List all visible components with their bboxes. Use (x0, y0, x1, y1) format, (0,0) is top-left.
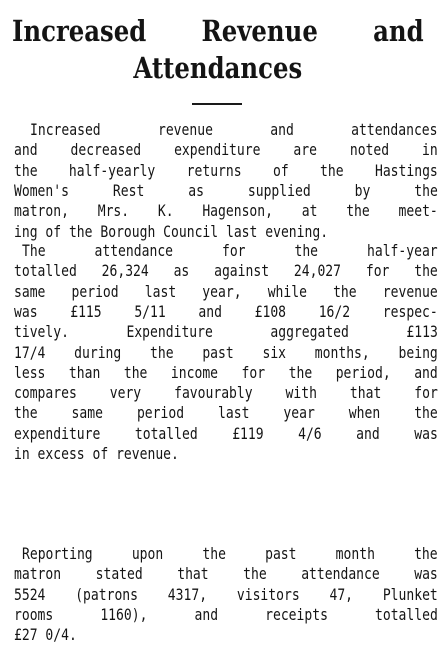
word: the (243, 564, 267, 584)
word: being (398, 342, 438, 362)
word: and (198, 301, 222, 321)
word: past (265, 544, 297, 563)
word: 17/4 (14, 342, 46, 362)
word: 4/6 (298, 423, 322, 443)
word: month (335, 544, 375, 563)
word: £113 (406, 322, 438, 342)
word: meet- (398, 201, 438, 221)
word: by (354, 180, 371, 200)
word: tively. (14, 322, 69, 342)
word: the (202, 544, 226, 563)
word: attendance (301, 564, 380, 584)
word: the (333, 281, 357, 301)
word: the (68, 221, 101, 241)
paragraph-2-line (14, 424, 438, 444)
word: aggregated (270, 322, 349, 342)
word: visitors (236, 584, 300, 604)
word: the (123, 362, 148, 382)
word: Mrs. (97, 201, 130, 221)
word: revenue. (116, 444, 179, 463)
word: for (414, 383, 438, 403)
paragraph-3-line (14, 625, 438, 645)
word: matron (14, 564, 62, 584)
paragraph-1-line (30, 120, 438, 140)
word: excess (37, 444, 93, 463)
word: Rest (112, 180, 145, 200)
paragraph-2-line (14, 403, 438, 423)
word: very (109, 383, 142, 403)
word: Borough (100, 221, 164, 241)
word: past (202, 342, 234, 362)
word: the (14, 160, 38, 180)
word: totalled (134, 423, 198, 443)
paragraph-2-line (14, 282, 438, 302)
word: and (356, 423, 380, 443)
word: the (288, 362, 313, 382)
word: totalled (14, 261, 77, 281)
word: the (14, 403, 38, 423)
paragraph-3-line (14, 585, 438, 605)
word: year, (202, 281, 242, 301)
paragraph-1-line (14, 222, 438, 242)
word: attendance (94, 241, 174, 260)
paragraph-2-line (14, 444, 438, 464)
word: period (71, 281, 119, 301)
word: attendances (351, 120, 438, 139)
word: Plunket (382, 584, 438, 604)
word: expenditure (14, 423, 101, 443)
word: stated (95, 564, 143, 584)
word: revenue (157, 120, 213, 139)
word: revenue (382, 281, 438, 301)
headline-word: Revenue (201, 14, 318, 48)
word: period (136, 403, 185, 423)
word: for (241, 362, 266, 382)
word: of (92, 444, 117, 463)
word: during (74, 342, 122, 362)
word: the (414, 403, 438, 423)
word: the (414, 544, 438, 563)
word: for (221, 241, 246, 260)
word: upon (131, 544, 164, 563)
paragraph-1-line (14, 140, 438, 160)
word: period, (335, 362, 391, 382)
word: receipts (265, 604, 328, 624)
headline-line-2: Attendances (133, 51, 303, 85)
word: The (22, 241, 46, 260)
word: supplied (247, 180, 311, 200)
word: the (294, 241, 319, 260)
word: same (14, 281, 46, 301)
headline-line-1 (12, 13, 424, 49)
word: (patrons (75, 584, 139, 604)
word: that (177, 564, 209, 584)
word: respec- (382, 301, 438, 321)
word: returns (186, 160, 242, 180)
word: 47, (329, 584, 354, 604)
word: year (283, 403, 315, 423)
word: and (194, 604, 219, 624)
word: as (173, 261, 190, 281)
word: decreased (70, 140, 142, 160)
word: K. (157, 201, 174, 221)
word: with (285, 383, 317, 403)
word: expenditure (174, 140, 261, 160)
paragraph-3-line (14, 605, 438, 625)
word: the (414, 180, 438, 200)
word: are (293, 140, 317, 160)
word: the (346, 201, 370, 221)
headline-word: Increased (12, 14, 147, 48)
word: ing (14, 221, 46, 241)
paragraph-2-line (14, 383, 438, 403)
word: Increased (30, 120, 101, 139)
word: £119 (232, 423, 264, 443)
word: noted (349, 140, 390, 160)
word: Hagenson, (202, 201, 273, 221)
paragraph-2-line (14, 343, 438, 363)
paragraph-2-line (14, 302, 438, 322)
word: same (71, 403, 103, 423)
word: against (214, 261, 270, 281)
word: last (225, 221, 266, 241)
word: the (414, 261, 438, 281)
word: in (422, 140, 438, 160)
word: Reporting (22, 544, 93, 563)
word: as (188, 180, 204, 200)
word: the (320, 160, 344, 180)
word: evening. (265, 221, 329, 241)
word: last (144, 281, 177, 301)
word: £108 (254, 301, 287, 321)
word: less (14, 362, 46, 382)
word: was (414, 564, 438, 584)
word: six (262, 342, 287, 362)
paragraph-2-line (14, 363, 438, 383)
word: compares (14, 383, 77, 403)
word: than (68, 362, 101, 382)
word: last (218, 403, 250, 423)
paragraph-2-line (22, 241, 438, 261)
word: half-yearly (68, 160, 156, 180)
word: the (150, 342, 174, 362)
paragraph-1-line (14, 181, 438, 201)
word: months, (314, 342, 370, 362)
paragraph-3-line (22, 544, 438, 564)
word: income (170, 362, 219, 382)
word: 5/11 (134, 301, 166, 321)
word: in (14, 444, 38, 463)
word: for (365, 261, 390, 281)
word: when (348, 403, 381, 423)
word: while (267, 281, 307, 301)
word: matron, (14, 201, 69, 221)
word: 0/4. (45, 625, 77, 645)
word: £115 (70, 301, 102, 321)
word: of (45, 221, 69, 241)
word: and (270, 120, 294, 139)
word: half-year (366, 241, 438, 260)
word: favourably (174, 383, 253, 403)
word: that (349, 383, 382, 403)
word: was (414, 423, 438, 443)
word: and (414, 362, 438, 382)
word: Expenditure (126, 322, 213, 342)
word: of (272, 160, 289, 180)
word: totalled (374, 604, 438, 624)
word: at (301, 201, 318, 221)
word: Women's (14, 180, 69, 200)
word: Council (163, 221, 226, 241)
word: Hastings (374, 160, 438, 180)
word: and (14, 140, 38, 160)
word: was (14, 301, 38, 321)
paragraph-2-line (14, 322, 438, 342)
word: 16/2 (318, 301, 351, 321)
word: 24,027 (293, 261, 342, 281)
word: 4317, (167, 584, 208, 604)
word: £27 (14, 625, 46, 645)
paragraph-1-line (14, 201, 438, 221)
word: rooms (14, 604, 54, 624)
word: 26,324 (101, 261, 149, 281)
paragraph-3-line (14, 564, 438, 584)
paragraph-1-line (14, 161, 438, 181)
headline-word: and (373, 14, 424, 48)
word: 1160), (100, 604, 148, 624)
headline-divider (192, 103, 242, 105)
word: 5524 (14, 584, 46, 604)
paragraph-2-line (14, 261, 438, 281)
